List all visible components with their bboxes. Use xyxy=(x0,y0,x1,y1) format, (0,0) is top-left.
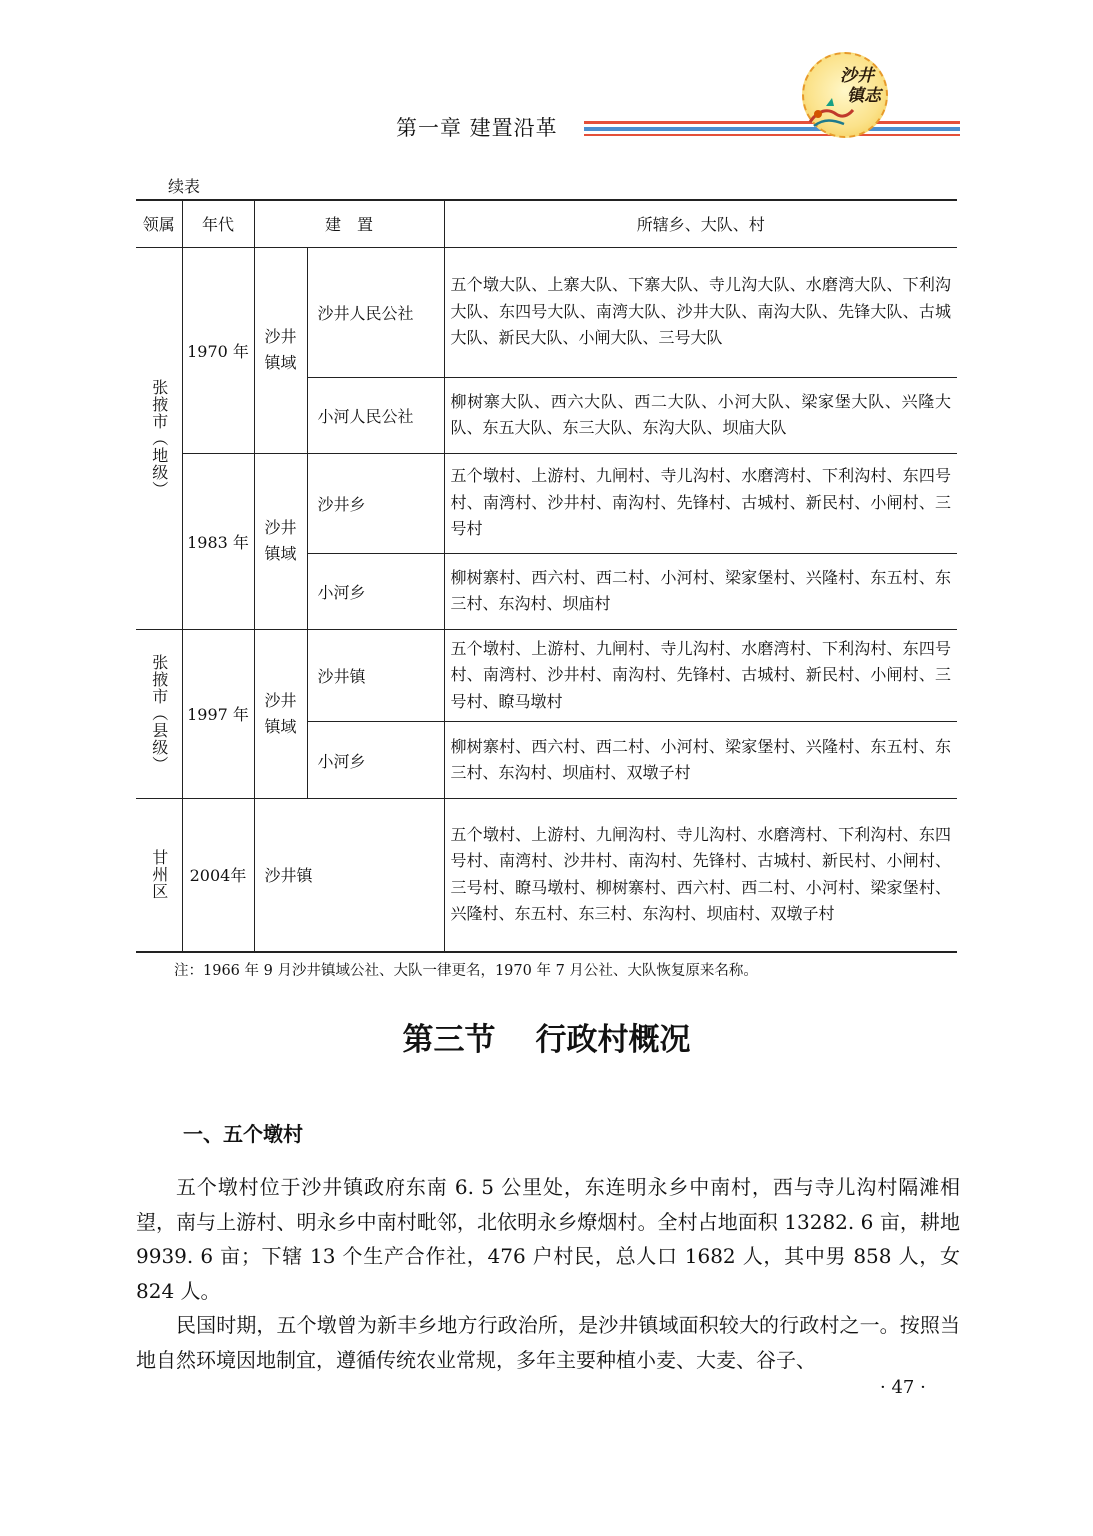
list-cell: 五个墩村、上游村、九闸村、寺儿沟村、水磨湾村、下利沟村、东四号村、南湾村、沙井村、南沟村、先锋村、古城村、新民村、小闸村、三号村 xyxy=(444,453,957,553)
header-jurisdiction: 所辖乡、大队、村 xyxy=(444,200,957,247)
affiliation-cell xyxy=(136,799,182,952)
year-cell: 1997 年 xyxy=(182,629,254,799)
list-cell: 柳树寨村、西六村、西二村、小河村、梁家堡村、兴隆村、东五村、东三村、东沟村、坝庙村 xyxy=(444,553,957,629)
paragraph: 民国时期，五个墩曾为新丰乡地方行政治所，是沙井镇域面积较大的行政村之一。按照当地自然环境因地制宜，遵循传统农业常规，多年主要种植小麦、大麦、谷子、 xyxy=(136,1313,960,1372)
affiliation-cell xyxy=(136,629,182,799)
header-rule-red xyxy=(584,121,960,124)
logo-line-2: 镇志 xyxy=(847,86,881,106)
list-cell: 五个墩村、上游村、九闸沟村、寺儿沟村、水磨湾村、下利沟村、东四号村、南湾村、沙井村、南沟村、先锋村、古城村、新民村、小闸村、三号村、瞭马墩村、柳树寨村、西六村、西二村、小河村、梁家堡村、兴隆村、东五村、东三村、东沟村、坝庙村、双墩子村 xyxy=(444,799,957,952)
list-cell: 五个墩大队、上寨大队、下寨大队、寺儿沟大队、水磨湾大队、下利沟大队、东四号大队、南湾大队、沙井大队、南沟大队、先锋大队、古城大队、新民大队、小闸大队、三号大队 xyxy=(444,247,957,377)
list-cell: 柳树寨大队、西六大队、西二大队、小河大队、梁家堡大队、兴隆大队、东五大队、东三大队、东沟大队、坝庙大队 xyxy=(444,377,957,453)
table-caption: 续表 xyxy=(168,177,201,196)
section-number: 第三节 xyxy=(402,1022,496,1058)
table-row xyxy=(136,453,957,553)
header-affiliation: 领属 xyxy=(136,200,182,247)
unit-cell: 小河乡 xyxy=(307,553,444,629)
unit-cell: 沙井镇 xyxy=(307,629,444,722)
domain-text: 沙井镇域 xyxy=(264,327,297,372)
header-era: 年代 xyxy=(182,200,254,247)
domain-cell: 沙井镇 xyxy=(254,799,444,952)
domain-text: 沙井镇域 xyxy=(264,518,297,563)
header-rule-red-thin xyxy=(584,134,960,136)
list-cell: 柳树寨村、西六村、西二村、小河村、梁家堡村、兴隆村、东五村、东三村、东沟村、坝庙村、双墩子村 xyxy=(444,722,957,799)
list-cell: 五个墩村、上游村、九闸村、寺儿沟村、水磨湾村、下利沟村、东四号村、南湾村、沙井村、南沟村、先锋村、古城村、新民村、小闸村、三号村、瞭马墩村 xyxy=(444,629,957,722)
section-heading: 行政村概况 xyxy=(535,1022,691,1058)
year-cell: 2004年 xyxy=(182,799,254,952)
domain-text: 沙井镇域 xyxy=(264,690,297,736)
logo-line-1: 沙井 xyxy=(840,66,874,86)
header-establishment: 建 置 xyxy=(254,200,444,247)
year-cell: 1970 年 xyxy=(182,247,254,453)
administrative-table xyxy=(136,199,957,953)
domain-cell xyxy=(254,247,307,453)
subsection-title: 一、五个墩村 xyxy=(183,1122,303,1146)
affiliation-cell xyxy=(136,247,182,629)
table-note: 注：1966 年 9 月沙井镇域公社、大队一律更名，1970 年 7 月公社、大队恢复原来名称。 xyxy=(174,963,758,979)
header-rule-blue xyxy=(584,127,960,131)
domain-cell xyxy=(254,453,307,629)
affiliation-text: 甘州区 xyxy=(149,849,169,901)
section-title xyxy=(0,1014,1093,1059)
unit-cell: 小河人民公社 xyxy=(307,377,444,453)
affiliation-text: 张掖市（县级） xyxy=(149,654,169,774)
affiliation-text: 张掖市（地级） xyxy=(149,378,169,498)
unit-cell: 小河乡 xyxy=(307,722,444,799)
logo-text xyxy=(828,66,886,106)
year-cell: 1983 年 xyxy=(182,453,254,629)
table-row xyxy=(136,247,957,377)
chapter-header: 第一章 建置沿革 xyxy=(396,116,558,140)
page-number: · 47 · xyxy=(880,1377,926,1398)
unit-cell: 沙井人民公社 xyxy=(307,247,444,377)
table-row xyxy=(136,629,957,722)
body-text xyxy=(136,1170,960,1377)
unit-cell: 沙井乡 xyxy=(307,453,444,553)
table-header-row xyxy=(136,200,957,247)
paragraph: 五个墩村位于沙井镇政府东南 6. 5 公里处，东连明永乡中南村，西与寺儿沟村隔滩相望，南与上游村、明永乡中南村毗邻，北依明永乡燎烟村。全村占地面积 13282. 6 亩，耕地 9939. 6 亩；下辖 13 个生产合作社，476 户村民，总人口 1682 人，其中男 858 人，女 824 人。 xyxy=(136,1175,960,1303)
domain-cell xyxy=(254,629,307,799)
table-row xyxy=(136,799,957,952)
